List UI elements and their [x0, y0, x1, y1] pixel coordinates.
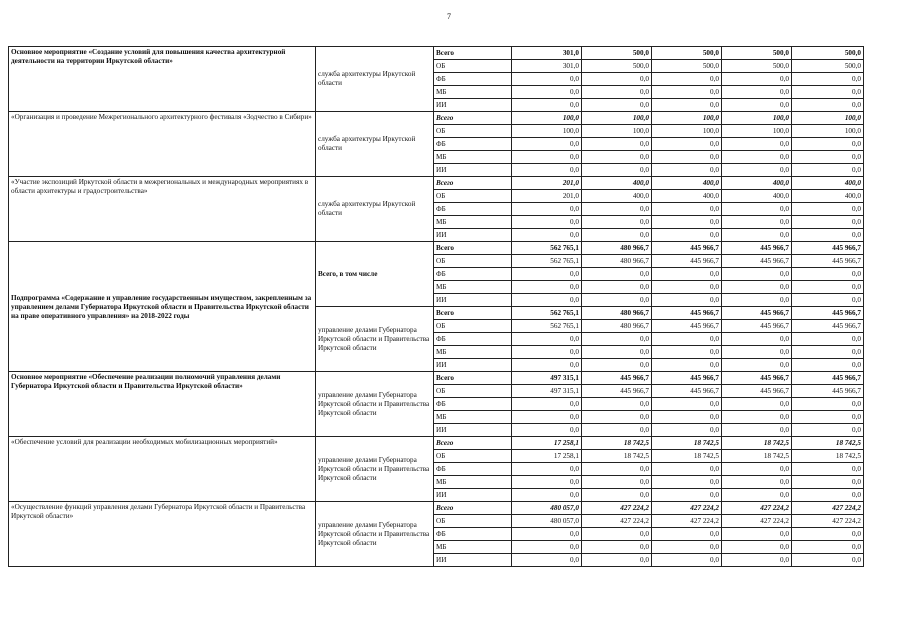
amount-cell: 480 057,0 — [512, 515, 582, 528]
amount-cell: 400,0 — [652, 177, 722, 190]
amount-cell: 0,0 — [582, 528, 652, 541]
amount-cell: 400,0 — [582, 190, 652, 203]
amount-cell: 18 742,5 — [792, 450, 864, 463]
amount-cell: 0,0 — [582, 229, 652, 242]
amount-cell: 445 966,7 — [652, 320, 722, 333]
amount-cell: 100,0 — [652, 112, 722, 125]
amount-cell: 400,0 — [722, 190, 792, 203]
amount-cell: 497 315,1 — [512, 385, 582, 398]
amount-cell: 0,0 — [722, 164, 792, 177]
funding-source: Всего — [434, 372, 512, 385]
amount-cell: 0,0 — [512, 359, 582, 372]
amount-cell: 0,0 — [512, 333, 582, 346]
amount-cell: 500,0 — [792, 47, 864, 60]
amount-cell: 0,0 — [652, 476, 722, 489]
funding-source: ФБ — [434, 463, 512, 476]
funding-source: ИИ — [434, 164, 512, 177]
amount-cell: 427 224,2 — [652, 502, 722, 515]
amount-cell: 0,0 — [792, 86, 864, 99]
funding-source: ОБ — [434, 515, 512, 528]
amount-cell: 0,0 — [512, 294, 582, 307]
amount-cell: 562 765,1 — [512, 320, 582, 333]
amount-cell: 301,0 — [512, 47, 582, 60]
amount-cell: 0,0 — [722, 554, 792, 567]
funding-source: ОБ — [434, 125, 512, 138]
amount-cell: 0,0 — [512, 489, 582, 502]
table-row — [9, 372, 864, 385]
amount-cell: 0,0 — [512, 203, 582, 216]
amount-cell: 0,0 — [792, 411, 864, 424]
amount-cell: 0,0 — [792, 138, 864, 151]
amount-cell: 0,0 — [582, 476, 652, 489]
amount-cell: 0,0 — [512, 476, 582, 489]
funding-source: ОБ — [434, 450, 512, 463]
funding-source: МБ — [434, 411, 512, 424]
amount-cell: 100,0 — [652, 125, 722, 138]
amount-cell: 0,0 — [792, 281, 864, 294]
amount-cell: 0,0 — [722, 216, 792, 229]
funding-source: МБ — [434, 151, 512, 164]
executor-cell: Всего, в том числе — [316, 242, 434, 307]
table-row — [9, 47, 864, 60]
table-row — [9, 437, 864, 450]
amount-cell: 0,0 — [722, 424, 792, 437]
amount-cell: 0,0 — [512, 463, 582, 476]
amount-cell: 0,0 — [652, 411, 722, 424]
amount-cell: 427 224,2 — [652, 515, 722, 528]
amount-cell: 480 966,7 — [582, 255, 652, 268]
amount-cell: 427 224,2 — [792, 515, 864, 528]
amount-cell: 0,0 — [582, 398, 652, 411]
amount-cell: 480 966,7 — [582, 307, 652, 320]
section-title: «Обеспечение условий для реализации необходимых мобилизационных мероприятий» — [9, 437, 316, 502]
funding-source: ОБ — [434, 60, 512, 73]
amount-cell: 0,0 — [512, 528, 582, 541]
section-title: «Организация и проведение Межрегионального архитектурного фестиваля «Зодчество в Сибири» — [9, 112, 316, 177]
amount-cell: 562 765,1 — [512, 255, 582, 268]
funding-source: ФБ — [434, 333, 512, 346]
amount-cell: 400,0 — [582, 177, 652, 190]
amount-cell: 0,0 — [652, 281, 722, 294]
amount-cell: 0,0 — [722, 268, 792, 281]
amount-cell: 0,0 — [652, 463, 722, 476]
amount-cell: 480 966,7 — [582, 242, 652, 255]
amount-cell: 18 742,5 — [582, 437, 652, 450]
amount-cell: 0,0 — [582, 411, 652, 424]
executor-cell: служба архитектуры Иркутской области — [316, 112, 434, 177]
executor-cell: служба архитектуры Иркутской области — [316, 47, 434, 112]
amount-cell: 445 966,7 — [652, 385, 722, 398]
amount-cell: 0,0 — [722, 138, 792, 151]
funding-source: Всего — [434, 112, 512, 125]
amount-cell: 500,0 — [582, 60, 652, 73]
funding-source: Всего — [434, 502, 512, 515]
amount-cell: 100,0 — [582, 125, 652, 138]
amount-cell: 0,0 — [722, 476, 792, 489]
amount-cell: 18 742,5 — [652, 450, 722, 463]
amount-cell: 0,0 — [792, 268, 864, 281]
amount-cell: 0,0 — [512, 424, 582, 437]
amount-cell: 0,0 — [582, 359, 652, 372]
amount-cell: 0,0 — [582, 541, 652, 554]
funding-source: ИИ — [434, 294, 512, 307]
funding-source: ИИ — [434, 99, 512, 112]
section-title: Подпрограмма «Содержание и управление государственным имуществом, закрепленным за управлением делами Губернатора Иркутской области и Правительства Иркутской области на праве оперативного управления» на 2018-2022 годы — [9, 242, 316, 372]
amount-cell: 0,0 — [722, 528, 792, 541]
amount-cell: 445 966,7 — [652, 242, 722, 255]
amount-cell: 0,0 — [582, 294, 652, 307]
amount-cell: 0,0 — [652, 86, 722, 99]
funding-source: ИИ — [434, 554, 512, 567]
amount-cell: 0,0 — [792, 476, 864, 489]
amount-cell: 445 966,7 — [792, 307, 864, 320]
amount-cell: 427 224,2 — [722, 515, 792, 528]
amount-cell: 0,0 — [722, 333, 792, 346]
amount-cell: 0,0 — [512, 99, 582, 112]
funding-source: ФБ — [434, 138, 512, 151]
funding-source: ФБ — [434, 398, 512, 411]
amount-cell: 497 315,1 — [512, 372, 582, 385]
amount-cell: 0,0 — [792, 73, 864, 86]
amount-cell: 0,0 — [512, 411, 582, 424]
amount-cell: 0,0 — [512, 216, 582, 229]
amount-cell: 445 966,7 — [722, 385, 792, 398]
section-title: Основное мероприятие «Создание условий для повышения качества архитектурной деятельности на территории Иркутской области» — [9, 47, 316, 112]
amount-cell: 427 224,2 — [792, 502, 864, 515]
funding-source: Всего — [434, 177, 512, 190]
table-row — [9, 177, 864, 190]
amount-cell: 0,0 — [792, 463, 864, 476]
amount-cell: 0,0 — [652, 268, 722, 281]
amount-cell: 0,0 — [652, 164, 722, 177]
amount-cell: 0,0 — [792, 424, 864, 437]
amount-cell: 0,0 — [722, 398, 792, 411]
funding-source: МБ — [434, 281, 512, 294]
funding-source: Всего — [434, 437, 512, 450]
amount-cell: 0,0 — [792, 333, 864, 346]
amount-cell: 0,0 — [792, 489, 864, 502]
table-row — [9, 112, 864, 125]
section-title: «Осуществление функций управления делами Губернатора Иркутской области и Правительства Иркутской области» — [9, 502, 316, 567]
amount-cell: 445 966,7 — [792, 385, 864, 398]
section-title: Основное мероприятие «Обеспечение реализации полномочий управления делами Губернатора Иркутской области и Правительства Иркутской области» — [9, 372, 316, 437]
amount-cell: 0,0 — [652, 294, 722, 307]
amount-cell: 427 224,2 — [582, 502, 652, 515]
amount-cell: 0,0 — [792, 99, 864, 112]
funding-source: ОБ — [434, 385, 512, 398]
amount-cell: 0,0 — [652, 398, 722, 411]
amount-cell: 0,0 — [722, 346, 792, 359]
amount-cell: 0,0 — [722, 73, 792, 86]
amount-cell: 500,0 — [722, 47, 792, 60]
funding-source: ФБ — [434, 528, 512, 541]
amount-cell: 0,0 — [722, 203, 792, 216]
amount-cell: 0,0 — [652, 73, 722, 86]
amount-cell: 0,0 — [582, 268, 652, 281]
amount-cell: 0,0 — [792, 541, 864, 554]
amount-cell: 445 966,7 — [582, 385, 652, 398]
amount-cell: 0,0 — [582, 489, 652, 502]
amount-cell: 445 966,7 — [722, 307, 792, 320]
table-body — [9, 47, 864, 567]
amount-cell: 500,0 — [792, 60, 864, 73]
amount-cell: 0,0 — [652, 359, 722, 372]
funding-source: ИИ — [434, 424, 512, 437]
table-row — [9, 242, 864, 255]
funding-source: ОБ — [434, 320, 512, 333]
amount-cell: 301,0 — [512, 60, 582, 73]
amount-cell: 480 966,7 — [582, 320, 652, 333]
amount-cell: 100,0 — [792, 125, 864, 138]
amount-cell: 0,0 — [652, 99, 722, 112]
amount-cell: 0,0 — [512, 541, 582, 554]
amount-cell: 445 966,7 — [652, 255, 722, 268]
amount-cell: 0,0 — [652, 138, 722, 151]
amount-cell: 0,0 — [792, 528, 864, 541]
amount-cell: 0,0 — [722, 151, 792, 164]
amount-cell: 562 765,1 — [512, 307, 582, 320]
amount-cell: 0,0 — [652, 489, 722, 502]
amount-cell: 0,0 — [652, 216, 722, 229]
amount-cell: 427 224,2 — [582, 515, 652, 528]
amount-cell: 0,0 — [792, 398, 864, 411]
amount-cell: 201,0 — [512, 177, 582, 190]
amount-cell: 500,0 — [582, 47, 652, 60]
amount-cell: 0,0 — [582, 164, 652, 177]
amount-cell: 0,0 — [512, 346, 582, 359]
amount-cell: 0,0 — [722, 463, 792, 476]
amount-cell: 18 742,5 — [582, 450, 652, 463]
amount-cell: 400,0 — [792, 190, 864, 203]
amount-cell: 445 966,7 — [582, 372, 652, 385]
executor-cell: управление делами Губернатора Иркутской области и Правительства Иркутской области — [316, 502, 434, 567]
amount-cell: 0,0 — [512, 138, 582, 151]
amount-cell: 0,0 — [652, 541, 722, 554]
amount-cell: 0,0 — [722, 281, 792, 294]
amount-cell: 445 966,7 — [722, 242, 792, 255]
executor-cell: управление делами Губернатора Иркутской области и Правительства Иркутской области — [316, 307, 434, 372]
amount-cell: 0,0 — [512, 151, 582, 164]
amount-cell: 500,0 — [652, 47, 722, 60]
amount-cell: 201,0 — [512, 190, 582, 203]
amount-cell: 18 742,5 — [652, 437, 722, 450]
amount-cell: 0,0 — [582, 151, 652, 164]
funding-source: ОБ — [434, 255, 512, 268]
amount-cell: 0,0 — [652, 554, 722, 567]
amount-cell: 0,0 — [582, 138, 652, 151]
amount-cell: 0,0 — [512, 229, 582, 242]
funding-source: МБ — [434, 346, 512, 359]
amount-cell: 17 258,1 — [512, 450, 582, 463]
amount-cell: 0,0 — [792, 229, 864, 242]
amount-cell: 500,0 — [652, 60, 722, 73]
amount-cell: 0,0 — [582, 554, 652, 567]
funding-source: ОБ — [434, 190, 512, 203]
funding-source: ИИ — [434, 229, 512, 242]
amount-cell: 0,0 — [792, 203, 864, 216]
amount-cell: 100,0 — [512, 112, 582, 125]
amount-cell: 445 966,7 — [792, 242, 864, 255]
amount-cell: 0,0 — [792, 346, 864, 359]
amount-cell: 0,0 — [792, 164, 864, 177]
funding-source: Всего — [434, 307, 512, 320]
amount-cell: 0,0 — [792, 294, 864, 307]
funding-source: ФБ — [434, 203, 512, 216]
amount-cell: 18 742,5 — [792, 437, 864, 450]
amount-cell: 445 966,7 — [722, 372, 792, 385]
section-title: «Участие экспозиций Иркутской области в межрегиональных и международных мероприятиях в области архитектуры и градостроительства» — [9, 177, 316, 242]
amount-cell: 100,0 — [512, 125, 582, 138]
amount-cell: 0,0 — [652, 333, 722, 346]
amount-cell: 0,0 — [722, 411, 792, 424]
amount-cell: 100,0 — [582, 112, 652, 125]
page-number: 7 — [447, 12, 451, 21]
amount-cell: 427 224,2 — [722, 502, 792, 515]
amount-cell: 0,0 — [582, 203, 652, 216]
amount-cell: 400,0 — [722, 177, 792, 190]
executor-cell: управление делами Губернатора Иркутской области и Правительства Иркутской области — [316, 437, 434, 502]
amount-cell: 0,0 — [722, 99, 792, 112]
amount-cell: 0,0 — [512, 73, 582, 86]
amount-cell: 500,0 — [722, 60, 792, 73]
amount-cell: 0,0 — [512, 268, 582, 281]
amount-cell: 0,0 — [582, 346, 652, 359]
amount-cell: 0,0 — [792, 151, 864, 164]
funding-source: МБ — [434, 476, 512, 489]
amount-cell: 445 966,7 — [792, 320, 864, 333]
funding-source: ФБ — [434, 73, 512, 86]
amount-cell: 0,0 — [582, 424, 652, 437]
funding-source: ИИ — [434, 359, 512, 372]
amount-cell: 17 258,1 — [512, 437, 582, 450]
amount-cell: 0,0 — [722, 541, 792, 554]
executor-cell: служба архитектуры Иркутской области — [316, 177, 434, 242]
amount-cell: 0,0 — [652, 424, 722, 437]
amount-cell: 0,0 — [722, 229, 792, 242]
amount-cell: 0,0 — [512, 281, 582, 294]
amount-cell: 0,0 — [792, 216, 864, 229]
amount-cell: 562 765,1 — [512, 242, 582, 255]
amount-cell: 0,0 — [722, 86, 792, 99]
amount-cell: 18 742,5 — [722, 437, 792, 450]
amount-cell: 0,0 — [582, 463, 652, 476]
amount-cell: 0,0 — [652, 346, 722, 359]
amount-cell: 0,0 — [582, 281, 652, 294]
table-row — [9, 502, 864, 515]
funding-source: МБ — [434, 216, 512, 229]
funding-source: Всего — [434, 242, 512, 255]
amount-cell: 0,0 — [582, 99, 652, 112]
amount-cell: 0,0 — [512, 398, 582, 411]
amount-cell: 18 742,5 — [722, 450, 792, 463]
amount-cell: 400,0 — [792, 177, 864, 190]
amount-cell: 445 966,7 — [652, 372, 722, 385]
amount-cell: 0,0 — [582, 216, 652, 229]
amount-cell: 0,0 — [652, 151, 722, 164]
funding-source: ИИ — [434, 489, 512, 502]
amount-cell: 100,0 — [792, 112, 864, 125]
amount-cell: 445 966,7 — [792, 255, 864, 268]
amount-cell: 0,0 — [792, 359, 864, 372]
amount-cell: 445 966,7 — [792, 372, 864, 385]
amount-cell: 0,0 — [792, 554, 864, 567]
amount-cell: 0,0 — [512, 164, 582, 177]
amount-cell: 100,0 — [722, 112, 792, 125]
amount-cell: 445 966,7 — [722, 255, 792, 268]
amount-cell: 0,0 — [582, 86, 652, 99]
amount-cell: 0,0 — [512, 86, 582, 99]
amount-cell: 0,0 — [722, 489, 792, 502]
amount-cell: 0,0 — [722, 359, 792, 372]
amount-cell: 480 057,0 — [512, 502, 582, 515]
amount-cell: 0,0 — [652, 528, 722, 541]
funding-source: МБ — [434, 541, 512, 554]
funding-source: Всего — [434, 47, 512, 60]
amount-cell: 0,0 — [652, 203, 722, 216]
amount-cell: 100,0 — [722, 125, 792, 138]
amount-cell: 0,0 — [652, 229, 722, 242]
funding-source: ФБ — [434, 268, 512, 281]
funding-source: МБ — [434, 86, 512, 99]
amount-cell: 400,0 — [652, 190, 722, 203]
amount-cell: 0,0 — [512, 554, 582, 567]
amount-cell: 0,0 — [582, 73, 652, 86]
amount-cell: 445 966,7 — [722, 320, 792, 333]
executor-cell: управление делами Губернатора Иркутской области и Правительства Иркутской области — [316, 372, 434, 437]
budget-table — [8, 46, 864, 567]
amount-cell: 445 966,7 — [652, 307, 722, 320]
amount-cell: 0,0 — [582, 333, 652, 346]
amount-cell: 0,0 — [722, 294, 792, 307]
